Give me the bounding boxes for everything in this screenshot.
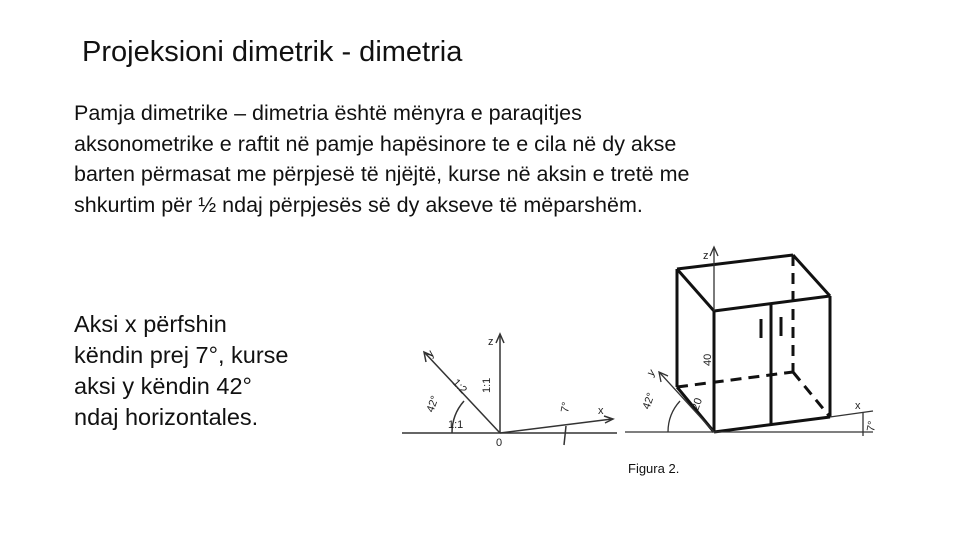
axes-line: Aksi x përfshin <box>74 311 227 337</box>
axes-line: aksi y këndin 42° <box>74 373 252 399</box>
x-angle-tick <box>564 426 566 445</box>
x-ratio-label: 1:1 <box>448 419 464 431</box>
cabinet-x-label: x <box>855 400 861 412</box>
cabinet-y-label: y <box>645 367 658 379</box>
z-axis-label: z <box>488 336 494 348</box>
x-angle-label: 7° <box>559 401 573 414</box>
intro-line: aksonometrike e raftit në pamje hapësinore te e cila në dy akse <box>74 131 677 156</box>
axes-diagram <box>402 334 617 445</box>
hidden-bottom-right-side <box>793 372 830 417</box>
cabinet-y-angle-arc <box>668 401 680 432</box>
cabinet-axes <box>625 247 873 436</box>
axes-line: ndaj horizontales. <box>74 404 259 430</box>
intro-line: shkurtim për ½ ndaj përpjesës së dy akseve të mëparshëm. <box>74 192 643 217</box>
cabinet-y-angle-label: 42° <box>640 391 658 412</box>
axes-diagram-labels <box>424 336 604 449</box>
y-axis-label: y <box>424 348 437 360</box>
cabinet-x-angle-label: 7° <box>865 420 879 433</box>
cabinet-back-top <box>677 255 793 269</box>
hidden-bottom-back <box>677 372 793 387</box>
intro-line: barten përmasat me përpjesë të njëjtë, kurse në aksin e tretë me <box>74 162 690 186</box>
axes-line: këndin prej 7°, kurse <box>74 342 289 368</box>
cabinet-height-dim: 40 <box>702 353 714 366</box>
cabinet-right-top-side <box>793 255 830 296</box>
cabinet-left-top-side <box>677 269 714 311</box>
x-axis <box>500 419 612 433</box>
origin-label: 0 <box>496 437 503 449</box>
cabinet-depth-dim: 20 <box>689 396 706 413</box>
figure-caption: Figura 2. <box>628 461 680 476</box>
y-angle-label: 42° <box>424 394 442 415</box>
intro-line: Pamja dimetrike – dimetria është mënyra e paraqitjes <box>74 101 582 125</box>
cabinet-z-label: z <box>703 250 709 262</box>
cabinet-y-axis <box>660 373 714 432</box>
cabinet-x-axis <box>830 411 873 417</box>
y-ratio-label: 1:2 <box>449 376 470 397</box>
z-ratio-label: 1:1 <box>481 377 493 393</box>
x-axis-label: x <box>598 405 604 417</box>
page-title: Projeksioni dimetrik - dimetria <box>82 36 463 68</box>
